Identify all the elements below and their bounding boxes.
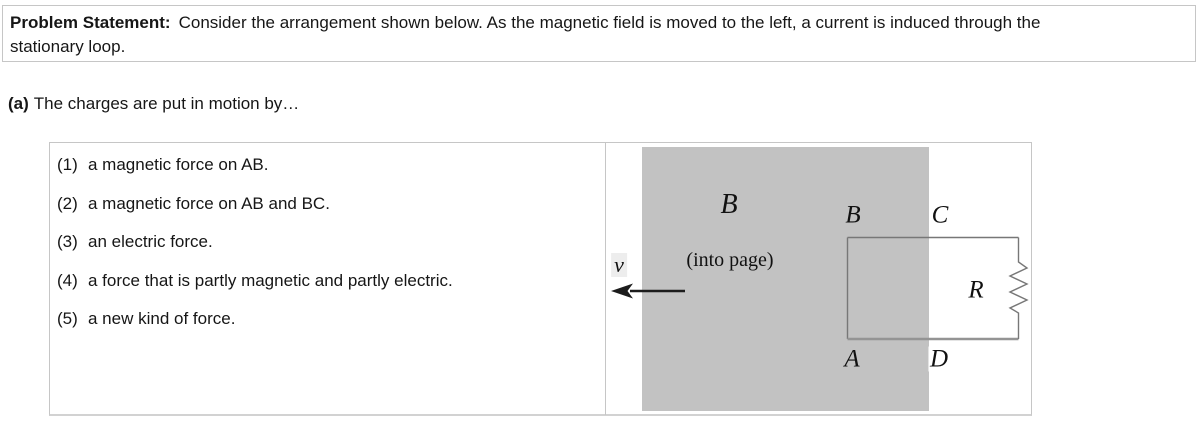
field-direction-note: (into page) xyxy=(686,249,774,271)
answer-and-diagram-box xyxy=(49,142,1032,416)
option-2 xyxy=(57,194,605,233)
corner-label-D: D xyxy=(929,345,949,373)
corner-label-A: A xyxy=(844,345,860,373)
corner-label-B: B xyxy=(845,201,861,229)
problem-statement-box xyxy=(2,5,1196,62)
option-1-text: a magnetic force on AB. xyxy=(88,155,269,174)
question-line xyxy=(8,94,299,114)
problem-statement-text-line1: Consider the arrangement shown below. As the magnetic field is moved to the left, a current is induced through the xyxy=(178,13,1041,32)
options-list xyxy=(50,143,606,415)
option-3-text: an electric force. xyxy=(88,232,213,251)
velocity-arrow xyxy=(611,284,685,299)
option-3 xyxy=(57,232,605,271)
resistor-zigzag xyxy=(1010,238,1027,340)
problem-statement-text-line2: stationary loop. xyxy=(10,37,126,56)
velocity-label: v xyxy=(611,253,627,277)
option-1 xyxy=(57,155,605,194)
option-4 xyxy=(57,271,605,310)
diagram xyxy=(606,143,1032,415)
field-label-B: B xyxy=(720,189,738,220)
option-2-text: a magnetic force on AB and BC. xyxy=(88,193,330,213)
problem-statement-label: Problem Statement: xyxy=(10,13,171,32)
option-5-text: a new kind of force. xyxy=(88,309,236,328)
option-2-number: (2) xyxy=(57,193,78,213)
option-5-number: (5) xyxy=(57,309,78,328)
option-3-number: (3) xyxy=(57,232,78,251)
option-5 xyxy=(57,309,605,348)
question-text: The charges are put in motion by… xyxy=(33,94,300,113)
corner-label-C: C xyxy=(931,201,949,229)
question-label: (a) xyxy=(8,94,29,113)
option-1-number: (1) xyxy=(57,155,78,174)
option-4-number: (4) xyxy=(57,270,78,290)
option-4-text: a force that is partly magnetic and partly electric. xyxy=(88,270,453,290)
resistor-label: R xyxy=(968,276,984,304)
